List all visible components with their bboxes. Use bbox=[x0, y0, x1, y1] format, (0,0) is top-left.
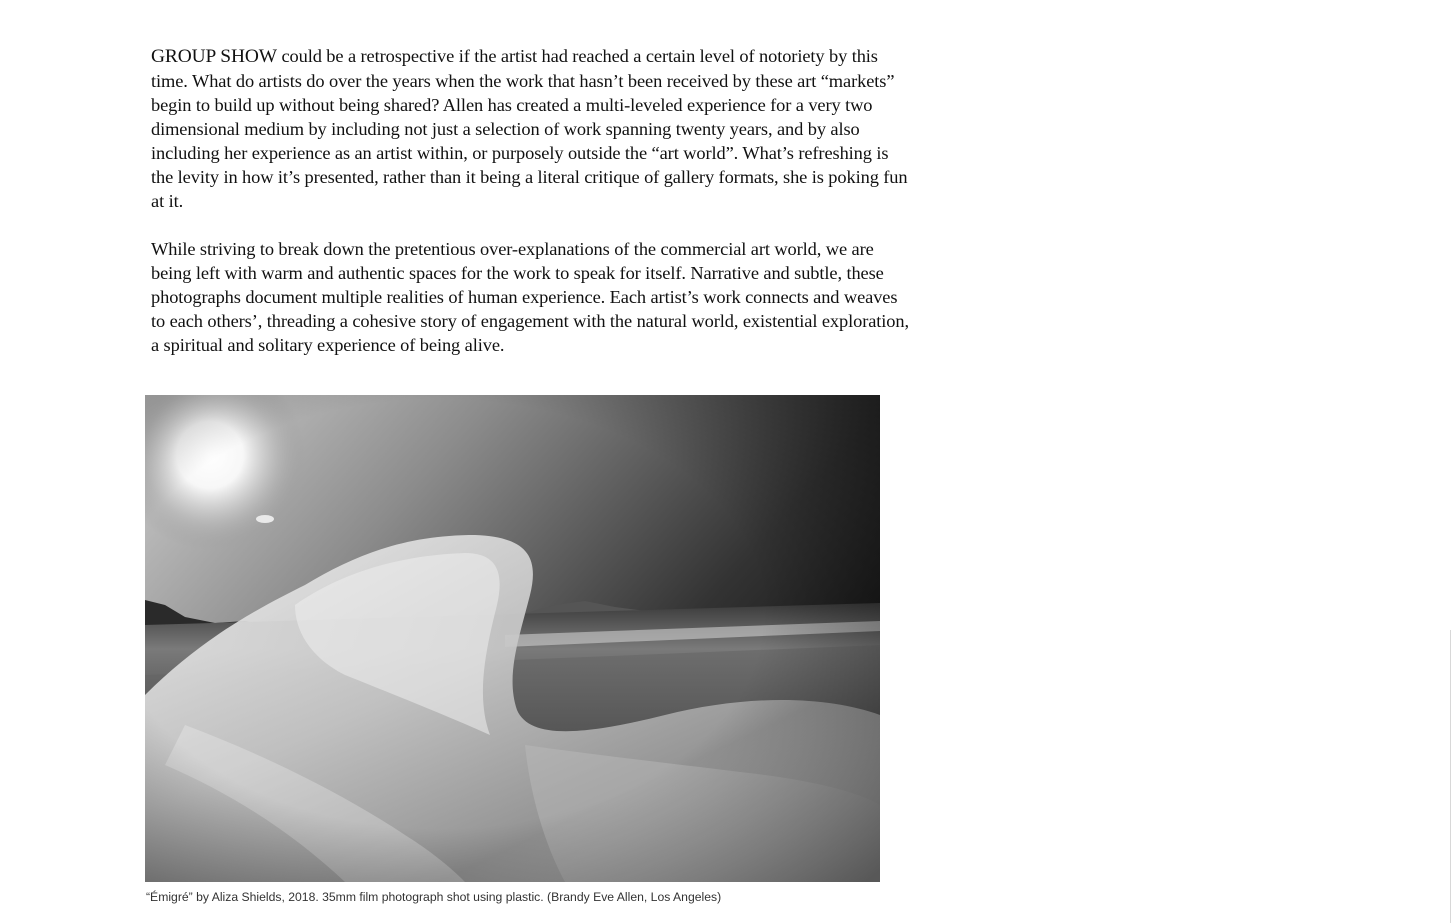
photograph-image bbox=[145, 395, 880, 882]
paragraph-2: While striving to break down the pretentious over-explanations of the commercial art world, we are being left with warm and authentic spaces for the work to speak for itself. Narrative and subtle, these photographs document multiple realities of human experience. Each artist’s work connects and weaves to each others’, threading a cohesive story of engagement with the natural world, existential exploration, a spiritual and solitary experience of being alive. bbox=[151, 239, 909, 355]
photo-caption: “Émigré” by Aliza Shields, 2018. 35mm film photograph shot using plastic. (Brandy Eve Allen, Los Angeles) bbox=[146, 890, 722, 904]
article-body bbox=[151, 44, 911, 357]
emigre-photograph bbox=[145, 395, 880, 882]
paragraph-lead-title: GROUP SHOW bbox=[151, 46, 277, 67]
page-edge-divider bbox=[1450, 630, 1451, 923]
paragraph-1-text: could be a retrospective if the artist had reached a certain level of notoriety by this time. What do artists do over the years when the work that hasn’t been received by these art “markets” begin to build up without being shared? Allen has created a multi-leveled experience for a very two dimensional medium by including not just a selection of work spanning twenty years, and by also including her experience as an artist within, or purposely outside the “art world”. What’s refreshing is the levity in how it’s presented, rather than it being a literal critique of gallery formats, she is poking fun at it. bbox=[151, 46, 908, 211]
paragraph-1 bbox=[151, 44, 911, 213]
